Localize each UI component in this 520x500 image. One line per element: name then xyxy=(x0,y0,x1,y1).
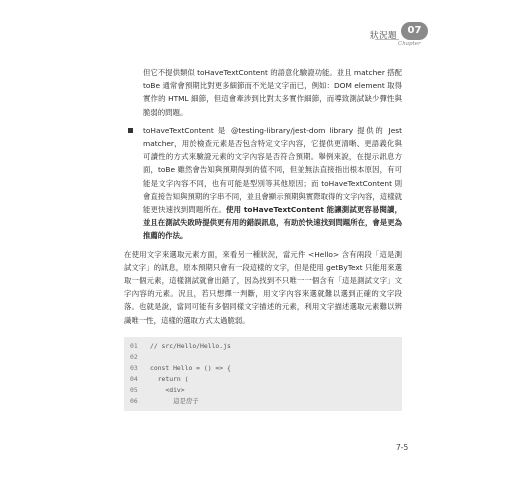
bullet-item xyxy=(124,124,402,243)
code-block xyxy=(124,337,402,411)
square-bullet-icon xyxy=(128,128,133,133)
line-number: 02 xyxy=(130,352,138,361)
code-line xyxy=(130,341,396,352)
code-text: // src/Hello/Hello.js xyxy=(150,341,231,350)
code-text: const Hello = () => { xyxy=(150,363,231,372)
code-line xyxy=(130,396,396,407)
code-line xyxy=(130,385,396,396)
code-line xyxy=(130,374,396,385)
line-number: 06 xyxy=(130,396,138,405)
code-line xyxy=(130,363,396,374)
code-text: return ( xyxy=(150,374,189,383)
code-text: <div> xyxy=(150,385,185,394)
page-body xyxy=(124,66,402,411)
line-number: 05 xyxy=(130,385,138,394)
paragraph-gettext: 在使用文字來選取元素方面，來看另一種狀況，當元件 <Hello> 含有兩段「這是測試文字」的訊息，原本預期只會有一段這樣的文字，但是使用 getByText 只能用來選取一個元素，這樣測試就會出錯了，因為找到不只唯一一個含有「這是測試文字」文字內容的元素。況且，若只想擇一判斷，用文字內容來選就難以選到正確的文字段落。也就是說，當同可能有多個同樣文字描述的元素，利用文字描述選取元素難以辨識唯一性，這樣的選取方式太過脆弱。 xyxy=(124,249,402,325)
chapter-number-badge: 07 xyxy=(401,22,428,40)
line-number: 01 xyxy=(130,341,138,350)
line-number: 04 xyxy=(130,374,138,383)
chapter-label: Chapter xyxy=(398,41,421,47)
code-line xyxy=(130,352,396,363)
chapter-title: 狀況題 xyxy=(370,31,398,41)
bullet-emphasis: 使用 toHaveTextContent 能讓測試更容易閱讀，並且在測試失敗時提供更有用的錯誤訊息，有助於快速找到問題所在，會是更為推薦的作法。 xyxy=(143,205,402,241)
paragraph-intro: 但它不提供類似 toHaveTextContent 的語意化驗證功能。並且 matcher 搭配 toBe 通常會預期比對更多細節而不光是文字而已，例如：DOM element 取得實作的 HTML 細節，但這會牽涉到比對太多實作細節，而導致測試缺少彈性與脆弱的問題。 xyxy=(143,68,402,117)
line-number: 03 xyxy=(130,363,138,372)
bullet-text: toHaveTextContent 是 @testing-library/jest-dom library 提供的 Jest matcher，用於檢查元素是否包含特定文字內容，它提供更清晰、更語義化與可讀性的方式來驗證元素的文字內容是否符合預期。舉例來說，在提示訊息方面，toBe 雖然會告知與預期得到的值不同，但並無法直接指出根本原因，有可能是文字內容不同，也有可能是型別等其他原因；而 toHaveTextContent 則會直接告知與預期的字串不同，並且會顯示預期與實際取得的文字內容，這樣就能更快速找到問題所在。 xyxy=(143,125,402,215)
code-text: 這是房子 xyxy=(150,396,199,405)
page-number: 7-5 xyxy=(396,443,409,452)
